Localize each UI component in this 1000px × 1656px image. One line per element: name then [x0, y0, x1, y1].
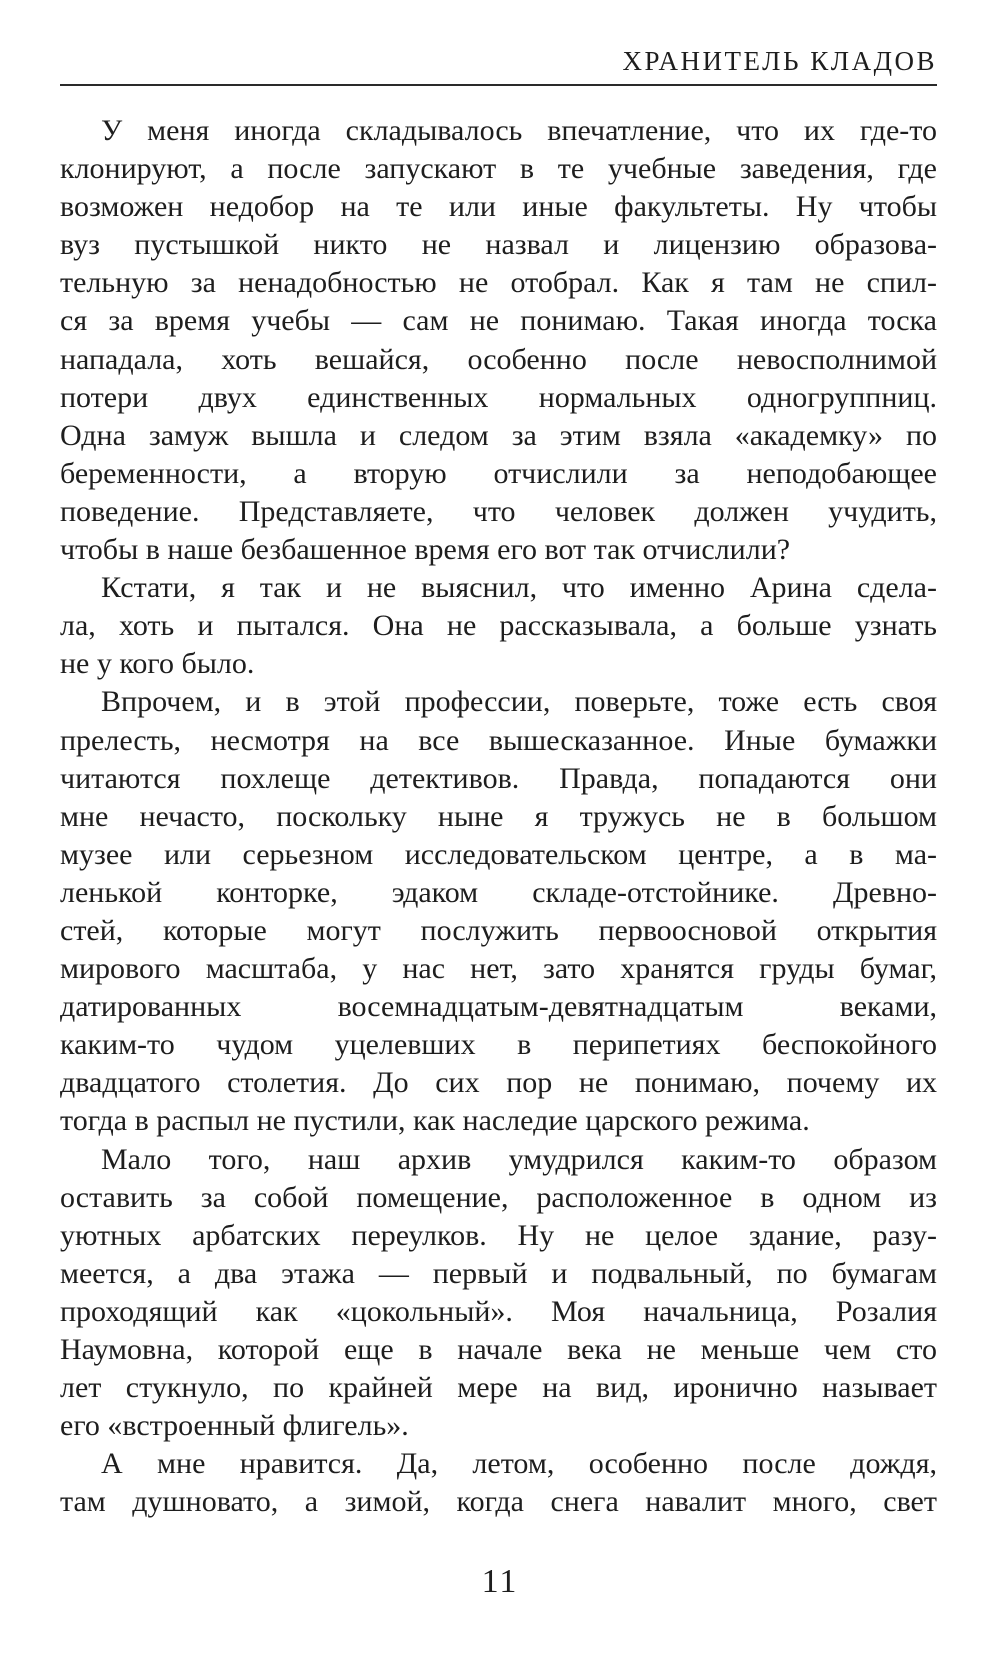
text-line: беременности, а вторую отчислили за неподобающее [60, 456, 937, 490]
text-line: музее или серьезном исследовательском центре, а в ма- [60, 837, 937, 871]
text-line: Мало того, наш архив умудрился каким-то образом [101, 1142, 937, 1176]
text-line: читаются похлеще детективов. Правда, попадаются они [60, 761, 937, 795]
text-line: Кстати, я так и не выяснил, что именно Арина сдела- [101, 571, 937, 605]
text-line: возможен недобор на те или иные факультеты. Ну чтобы [60, 190, 937, 224]
text-line: вуз пустышкой никто не назвал и лицензию образова- [60, 228, 937, 262]
text-line: поведение. Представляете, что человек должен учудить, [60, 494, 937, 528]
paragraph [60, 112, 937, 569]
text-line: потери двух единственных нормальных одногруппниц. [60, 380, 937, 414]
page-number: 11 [481, 1563, 519, 1600]
text-line: тельную за ненадобностью не отобрал. Как я там не спил- [60, 266, 937, 300]
paragraph [60, 1141, 937, 1446]
text-line: тогда в распыл не пустили, как наследие царского режима. [60, 1104, 810, 1138]
text-line: не у кого было. [60, 647, 255, 681]
text-line: двадцатого столетия. До сих пор не понимаю, почему их [60, 1066, 937, 1100]
text-line: каким-то чудом уцелевших в перипетиях беспокойного [60, 1028, 937, 1062]
running-header [60, 44, 937, 86]
text-line: лет стукнуло, по крайней мере на вид, иронично называет [60, 1371, 937, 1405]
text-line: А мне нравится. Да, летом, особенно после дождя, [101, 1447, 937, 1481]
text-line: нападала, хоть вешайся, особенно после невосполнимой [60, 342, 937, 376]
body-text [60, 112, 937, 1521]
paragraph [60, 1445, 937, 1521]
text-line: оставить за собой помещение, расположенное в одном из [60, 1180, 937, 1214]
text-line: уютных арбатских переулков. Ну не целое здание, разу- [60, 1218, 937, 1252]
text-line: там душновато, а зимой, когда снега навалит много, свет [60, 1485, 937, 1519]
text-line: клонируют, а после запускают в те учебные заведения, где [60, 152, 937, 186]
text-line: мирового масштаба, у нас нет, зато хранятся груды бумаг, [60, 952, 937, 986]
paragraph [60, 683, 937, 1140]
text-line: прелесть, несмотря на все вышесказанное. Иные бумажки [60, 723, 937, 757]
text-line: ся за время учебы — сам не понимаю. Такая иногда тоска [60, 304, 937, 338]
text-line: датированных восемнадцатым-девятнадцатым веками, [60, 990, 937, 1024]
text-line: У меня иногда складывалось впечатление, что их где-то [101, 114, 937, 147]
text-line: ла, хоть и пытался. Она не рассказывала, а больше узнать [60, 609, 937, 643]
text-line: Наумовна, которой еще в начале века не меньше чем сто [60, 1333, 937, 1366]
text-line: Впрочем, и в этой профессии, поверьте, тоже есть своя [101, 685, 937, 719]
text-line: проходящий как «цокольный». Моя начальница, Розалия [60, 1294, 937, 1328]
text-line: чтобы в наше безбашенное время его вот так отчислили? [60, 533, 791, 567]
running-header-title: ХРАНИТЕЛЬ КЛАДОВ [622, 46, 937, 76]
text-line: ленькой конторке, эдаком складе-отстойнике. Древно- [60, 875, 937, 909]
text-line: меется, а два этажа — первый и подвальный, по бумагам [60, 1256, 937, 1290]
text-line: стей, которые могут послужить первоосновой открытия [60, 913, 937, 947]
text-line: его «встроенный флигель». [60, 1409, 409, 1443]
text-line: мне нечасто, поскольку ныне я тружусь не в большом [60, 799, 937, 833]
paragraph [60, 569, 937, 683]
text-line: Одна замуж вышла и следом за этим взяла «академку» по [60, 418, 937, 452]
